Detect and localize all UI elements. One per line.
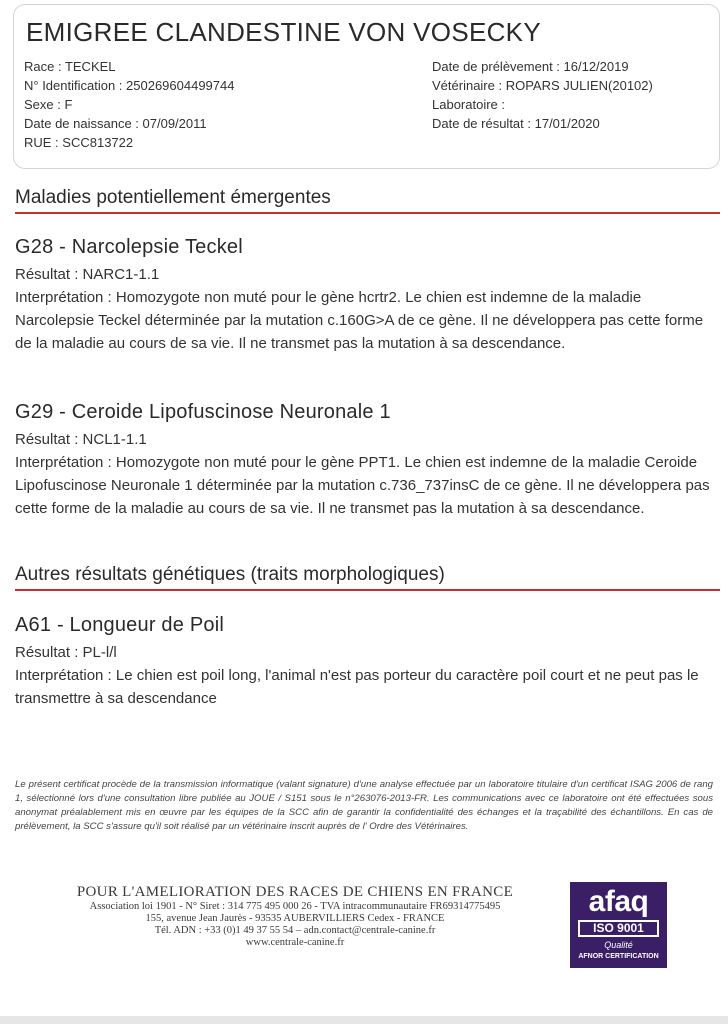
certificate-disclaimer: Le présent certificat procède de la transmission informatique (valant signature) d'une analyse effectuée par un laboratoire titulaire d'un certificat ISAG 2006 de rang 1, sélectionné lors d'une consultation libre publiée au JOUE / S151 sous le n°263076-2013-FR. Les communications avec ce laboratoire ont été effectuées sous anonymat préalablement mis en œuvre par les équipes de la SCC afin de garantir la confidentialité des échanges et la traçabilité des échantillons. En cas de prélèvement, la SCC s'assure qu'il soit réalisé par un vétérinaire inscrit auprès de l' Ordre des Vétérinaires. [15,779,713,832]
test-interpretation: Interprétation : Le chien est poil long, l'animal n'est pas porteur du caractère poil court et ne peut pas le transmettre à sa descendance [15,667,699,707]
test-title: A61 - Longueur de Poil [15,614,224,636]
website-link[interactable]: www.centrale-canine.fr [245,937,345,948]
test-interpretation: Interprétation : Homozygote non muté pour le gène PPT1. Le chien est indemne de la maladie Ceroide Lipofuscinose Neuronale 1 déterminée par la mutation c.736_737insC de ce gène. Il ne développera pas cette forme de la maladie au cours de sa vie. Il ne transmet pas la mutation à sa descendance. [15,454,710,517]
laboratory-line: Laboratoire : [432,97,505,112]
logo-brand: afaq [588,885,649,918]
organization-motto: POUR L'AMELIORATION DES RACES DE CHIENS EN FRANCE [76,884,514,900]
dog-info-card [13,4,720,169]
section-title-morphological-traits: Autres résultats génétiques (traits morphologiques) [15,564,720,591]
test-block-g29 [15,401,715,520]
test-title: G29 - Ceroide Lipofuscinose Neuronale 1 [15,401,391,423]
breed-line: Race : TECKEL [24,59,116,74]
sex-line: Sexe : F [24,97,73,112]
test-block-a61 [15,614,715,710]
address-line: 155, avenue Jean Jaurès - 93535 AUBERVILLIERS Cedex - FRANCE [145,913,445,924]
test-result: Résultat : NCL1-1.1 [15,431,147,448]
contact-line: Tél. ADN : +33 (0)1 49 37 55 54 – adn.contact@centrale-canine.fr [154,925,436,936]
test-block-g28 [15,236,715,355]
test-result: Résultat : PL-l/l [15,644,117,661]
sample-info [432,57,653,133]
logo-label: Qualité [604,940,633,950]
identification-line: N° Identification : 250269604499744 [24,78,235,93]
veterinarian-line: Vétérinaire : ROPARS JULIEN(20102) [432,78,653,93]
logo-issuer: AFNOR CERTIFICATION [578,953,659,960]
rue-line: RUE : SCC813722 [24,135,134,150]
association-line: Association loi 1901 - N° Siret : 314 775 495 000 26 - TVA intracommunautaire FR69314775495 [89,901,501,912]
birth-date-line: Date de naissance : 07/09/2011 [24,116,207,131]
sample-date-line: Date de prélèvement : 16/12/2019 [432,59,629,74]
test-result: Résultat : NARC1-1.1 [15,266,160,283]
result-date-line: Date de résultat : 17/01/2020 [432,116,600,131]
dog-name: EMIGREE CLANDESTINE VON VOSECKY [26,17,541,47]
section-title-emerging-diseases: Maladies potentiellement émergentes [15,187,720,214]
test-interpretation: Interprétation : Homozygote non muté pour le gène hcrtr2. Le chien est indemne de la maladie Narcolepsie Teckel déterminée par la mutation c.160G>A de ce gène. Il ne développera pas cette forme de la maladie au cours de sa vie. Il ne transmet pas la mutation à sa descendance. [15,289,704,352]
organization-footer [40,884,550,949]
logo-standard: ISO 9001 [578,920,659,937]
bottom-divider [0,1016,728,1024]
afaq-iso-9001-logo [570,882,667,968]
dog-identity-info [24,57,234,152]
test-title: G28 - Narcolepsie Teckel [15,236,243,258]
